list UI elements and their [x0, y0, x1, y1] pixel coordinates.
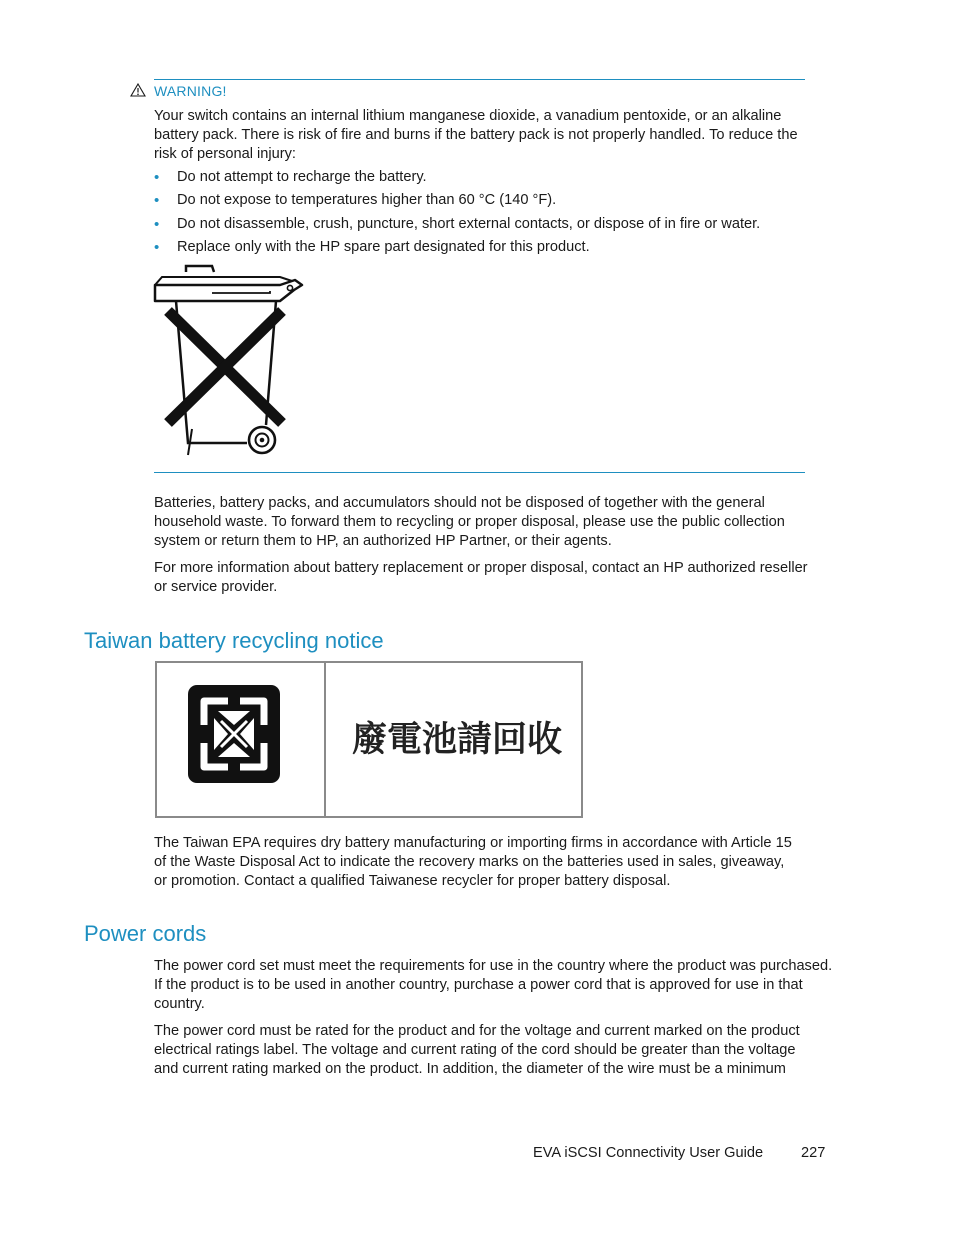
paragraph-line: or promotion. Contact a qualified Taiwanese recycler for proper battery disposal.	[154, 873, 671, 889]
bullet-text: Do not attempt to recharge the battery.	[177, 169, 427, 185]
recycling-mark-divider	[324, 663, 326, 816]
bullet-text: Replace only with the HP spare part designated for this product.	[177, 238, 590, 255]
power-cords-rating-paragraph	[154, 1022, 834, 1079]
disposal-paragraph	[154, 494, 834, 551]
bullet-icon: •	[154, 192, 160, 210]
taiwan-recycling-mark	[155, 661, 583, 818]
taiwan-recycling-icon	[188, 685, 280, 783]
bullet-icon: •	[154, 238, 160, 256]
taiwan-paragraph	[154, 834, 834, 891]
paragraph-line: The power cord must be rated for the product and for the voltage and current marked on the product	[154, 1023, 800, 1039]
paragraph-line: The Taiwan EPA requires dry battery manufacturing or importing firms in accordance with Article 15	[154, 835, 792, 851]
warning-triangle-icon	[130, 83, 146, 97]
bullet-text: Do not expose to temperatures higher than 60 °C (140 °F).	[177, 192, 557, 209]
warning-intro-line: Your switch contains an internal lithium manganese dioxide, a vanadium pentoxide, or an alkaline	[154, 108, 782, 124]
taiwan-section-heading: Taiwan battery recycling notice	[84, 628, 384, 653]
list-item	[154, 238, 834, 261]
list-item	[154, 191, 834, 214]
bullet-icon: •	[154, 215, 160, 233]
bullet-icon: •	[154, 169, 160, 186]
paragraph-line: Batteries, battery packs, and accumulators should not be disposed of together with the general	[154, 495, 765, 511]
list-item	[154, 168, 834, 191]
paragraph-line: For more information about battery replacement or proper disposal, contact an HP authorized reseller	[154, 560, 808, 576]
warning-intro	[154, 107, 834, 164]
paragraph-line: and current rating marked on the product. In addition, the diameter of the wire must be a minimum	[154, 1061, 786, 1077]
warning-bottom-rule	[154, 472, 805, 473]
warning-intro-line: risk of personal injury:	[154, 146, 296, 162]
warning-top-rule	[154, 79, 805, 80]
list-item	[154, 215, 834, 238]
bullet-text: Do not disassemble, crush, puncture, short external contacts, or dispose of in fire or water.	[177, 215, 761, 232]
crossed-out-wheeled-bin-icon	[152, 263, 304, 458]
footer-guide-title: EVA iSCSI Connectivity User Guide	[533, 1145, 764, 1161]
warning-bullet-list	[154, 168, 834, 261]
warning-label: WARNING!	[154, 83, 227, 99]
warning-intro-line: battery pack. There is risk of fire and burns if the battery pack is not properly handled. To reduce the	[154, 127, 798, 143]
paragraph-line: The power cord set must meet the requirements for use in the country where the product was purchased.	[154, 958, 833, 974]
paragraph-line: system or return them to HP, an authorized HP Partner, or their agents.	[154, 533, 612, 549]
power-cords-paragraph	[154, 957, 834, 1014]
footer-page-number: 227	[801, 1145, 826, 1161]
paragraph-line: electrical ratings label. The voltage and current rating of the cord should be greater than the voltage	[154, 1042, 796, 1058]
paragraph-line: household waste. To forward them to recycling or proper disposal, please use the public collection	[154, 514, 785, 530]
power-cords-heading: Power cords	[84, 921, 207, 946]
paragraph-line: country.	[154, 996, 205, 1012]
disposal-contact-paragraph	[154, 559, 834, 597]
taiwan-recycling-chinese-text: 廢電池請回收	[352, 720, 563, 760]
paragraph-line: or service provider.	[154, 579, 278, 595]
paragraph-line: of the Waste Disposal Act to indicate the recovery marks on the batteries used in sales, giveaway,	[154, 854, 785, 870]
paragraph-line: If the product is to be used in another country, purchase a power cord that is approved for use in that	[154, 977, 803, 993]
